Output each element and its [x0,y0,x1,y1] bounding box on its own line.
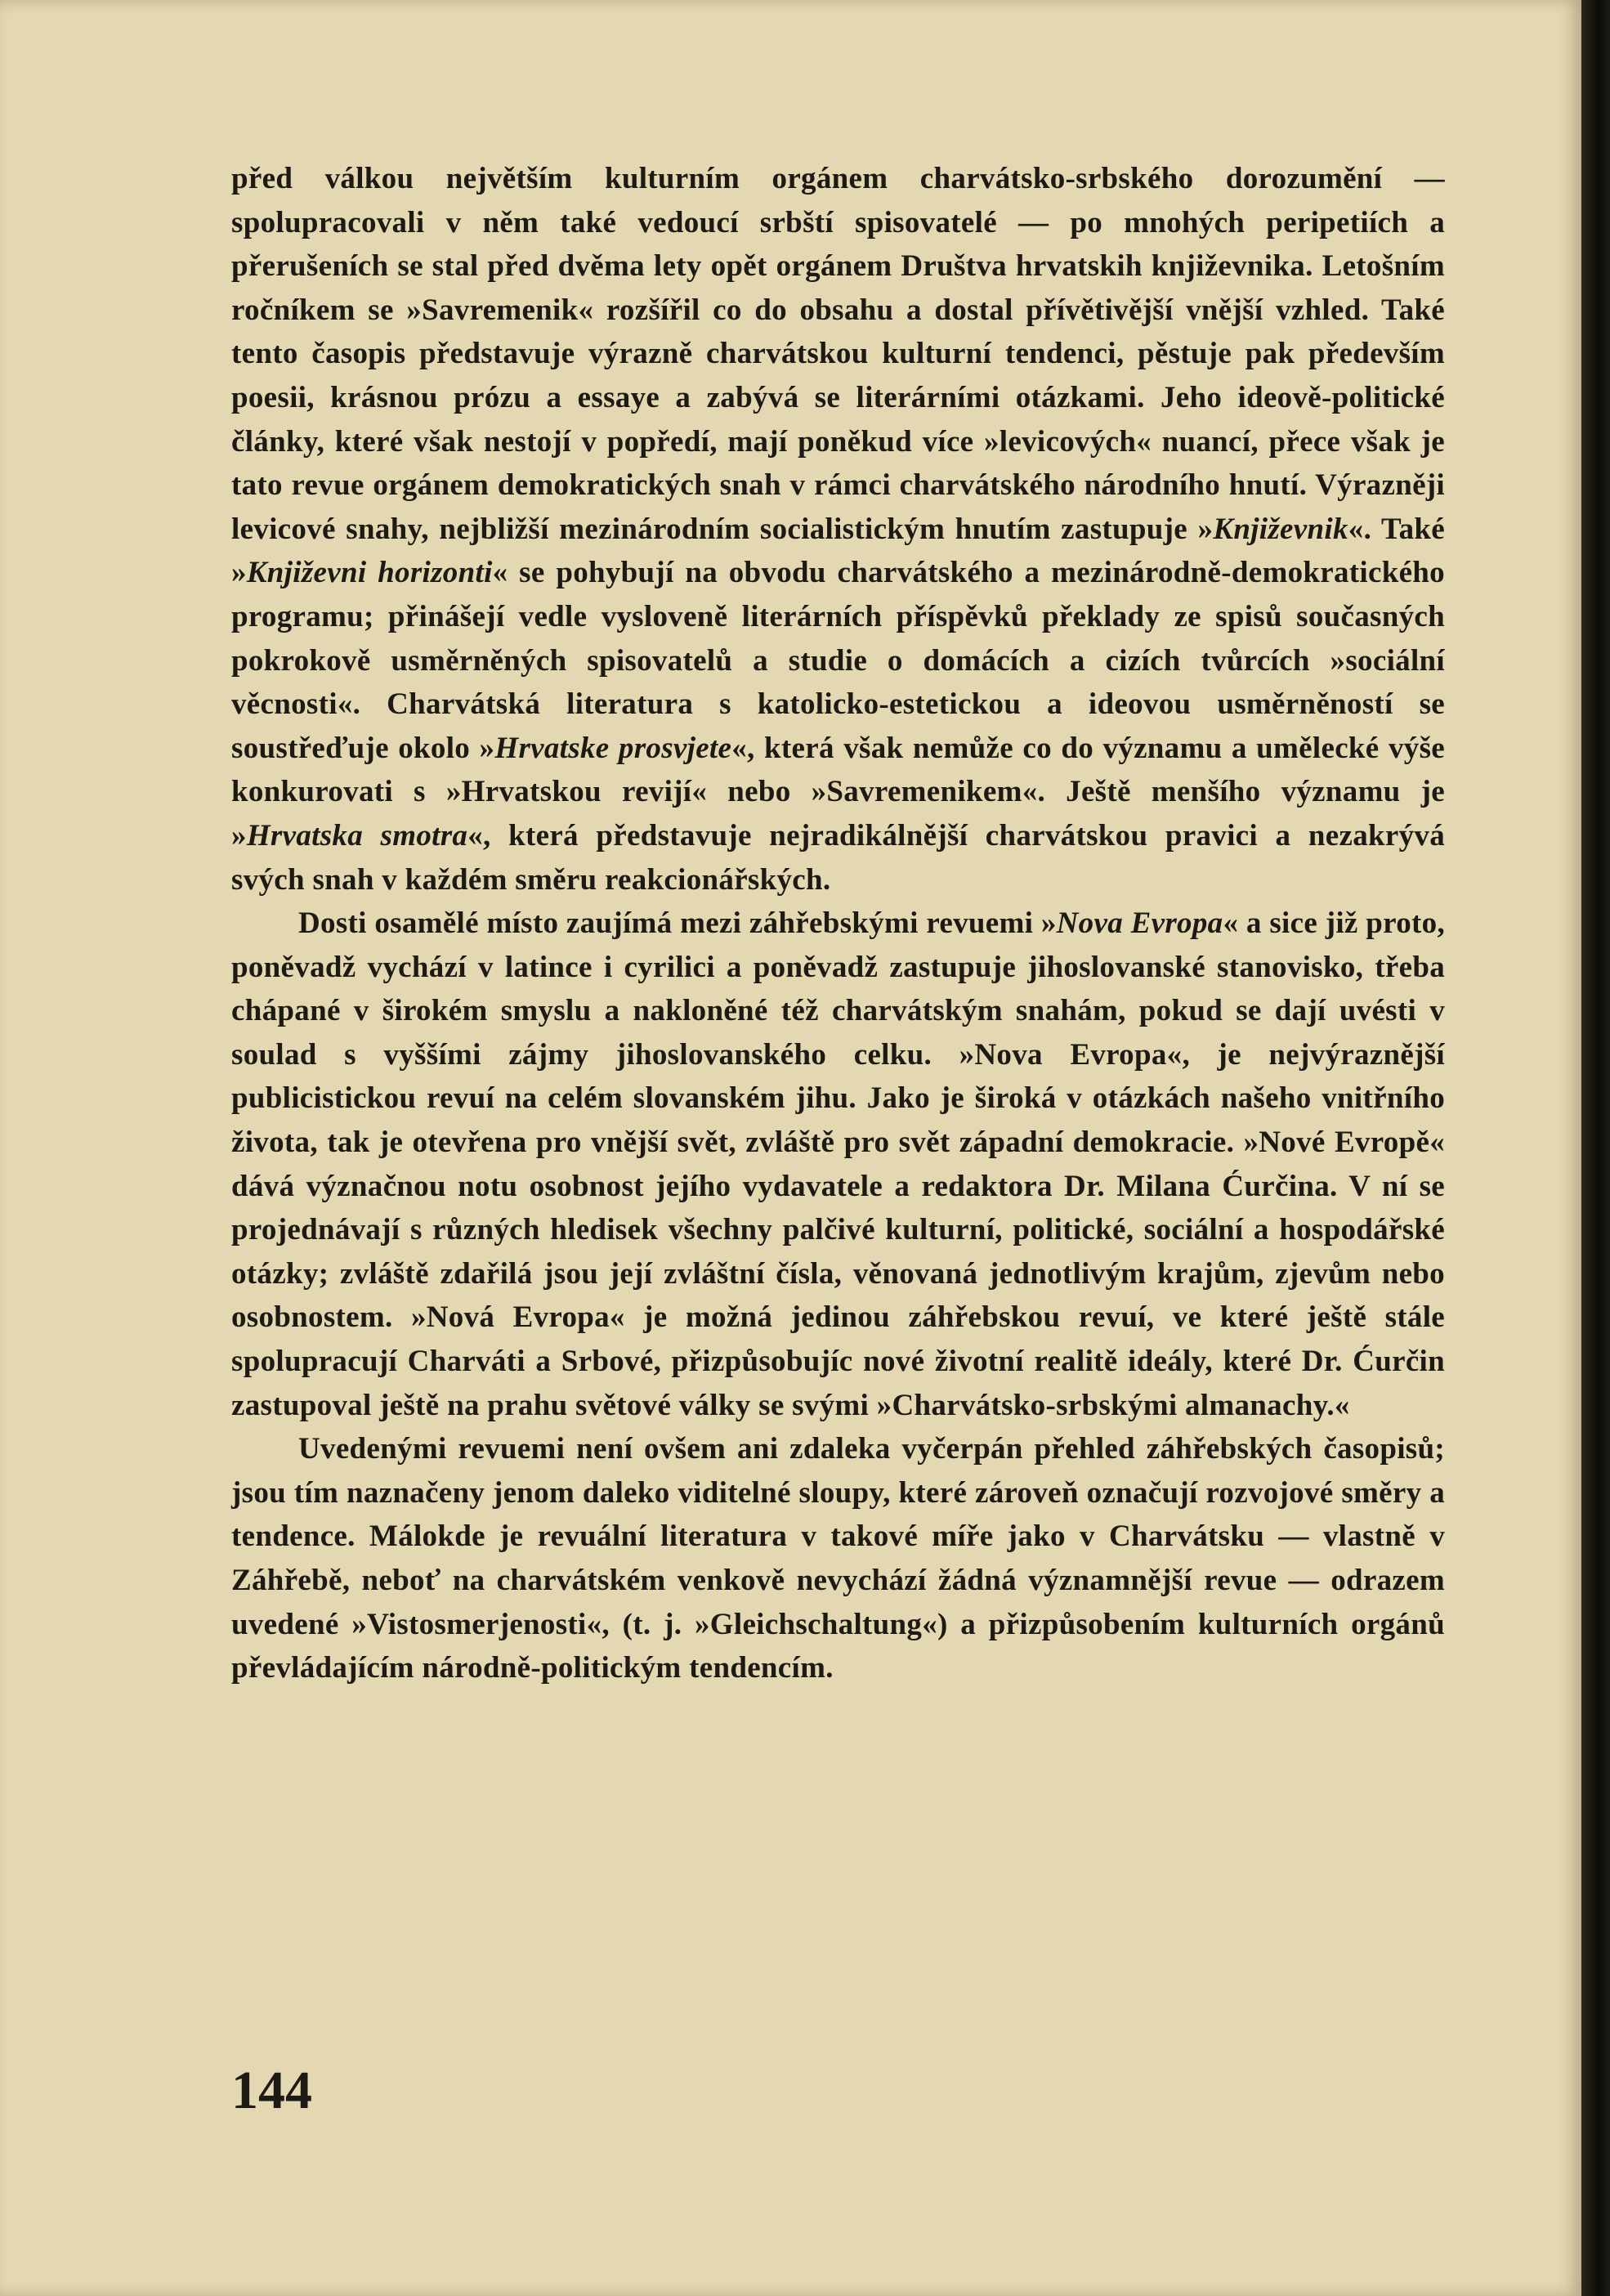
paragraph-2: Dosti osamělé místo zaujímá mezi záhřebskými revuemi »Nova Evropa« a sice již proto, poněvadž vychází v latince i cyrilici a poněvadž zastupuje jihoslovanské stanovisko, třeba chápané v širokém smyslu a nakloněné též charvátským snahám, pokud se dají uvésti v soulad s vyššími zájmy jihoslovanského celku. »Nova Evropa«, je nejvýraznější publicistickou revuí na celém slovanském jihu. Jako je široká v otázkách našeho vnitřního života, tak je otevřena pro vnější svět, zvláště pro svět západní demokracie. »Nové Evropě« dává význačnou notu osobnost jejího vydavatele a redaktora Dr. Milana Ćurčina. V ní se projednávají s různých hledisek všechny palčivé kulturní, politické, sociální a hospodářské otázky; zvláště zdařilá jsou její zvláštní čísla, věnovaná jednotlivým krajům, zjevům nebo osobnostem. »Nová Evropa« je možná jedinou záhřebskou revuí, ve které ještě stále spolupracují Charváti a Srbové, přizpůsobujíc nové životní realitě ideály, které Dr. Ćurčin zastupoval ještě na prahu světové války se svými »Charvátsko-srbskými almanachy.« [231,906,1445,1422]
book-spine-edge [1581,0,1610,2296]
page-number: 144 [231,2061,312,2120]
body-text [231,157,1445,1690]
paragraph-3: Uvedenými revuemi není ovšem ani zdaleka vyčerpán přehled záhřebských časopisů; jsou tím naznačeny jenom daleko viditelné sloupy, které zároveň označují rozvojové směry a tendence. Málokde je revuální literatura v takové míře jako v Charvátsku — vlastně v Záhřebě, neboť na charvátském venkově nevychází žádná významnější revue — odrazem uvedené »Vistosmerjenosti«, (t. j. »Gleichschaltung«) a přizpůsobením kulturních orgánů převládajícím národně-politickým tendencím. [231,1432,1445,1685]
paragraph-1: před válkou největším kulturním orgánem charvátsko-srbského dorozumění — spolupracovali v něm také vedoucí srbští spisovatelé — po mnohých peripetiích a přerušeních se stal před dvěma lety opět orgánem Društva hrvatskih književnika. Letošním ročníkem se »Savremenik« rozšířil co do obsahu a dostal přívětivější vnější vzhled. Také tento časopis představuje výrazně charvátskou kulturní tendenci, pěstuje pak především poesii, krásnou prózu a essaye a zabývá se literárními otázkami. Jeho ideově-politické články, které však nestojí v popředí, mají poněkud více »levicových« nuancí, přece však je tato revue orgánem demokratických snah v rámci charvátského národního hnutí. Výrazněji levicové snahy, nejbližší mezinárodním socialistickým hnutím zastupuje »Književnik«. Také »Književni horizonti« se pohybují na obvodu charvátského a mezinárodně-demokratického programu; přinášejí vedle vysloveně literárních příspěvků překlady ze spisů současných pokrokově usměrněných spisovatelů a studie o domácích a cizích tvůrcích »sociální věcnosti«. Charvátská literatura s katolicko-estetickou a ideovou usměrněností se soustřeďuje okolo »Hrvatske prosvjete«, která však nemůže co do významu a umělecké výše konkurovati s »Hrvatskou revijí« nebo »Savremenikem«. Ještě menšího významu je »Hrvatska smotra«, která představuje nejradikálnější charvátskou pravici a nezakrývá svých snah v každém směru reakcionářských. [231,162,1445,897]
